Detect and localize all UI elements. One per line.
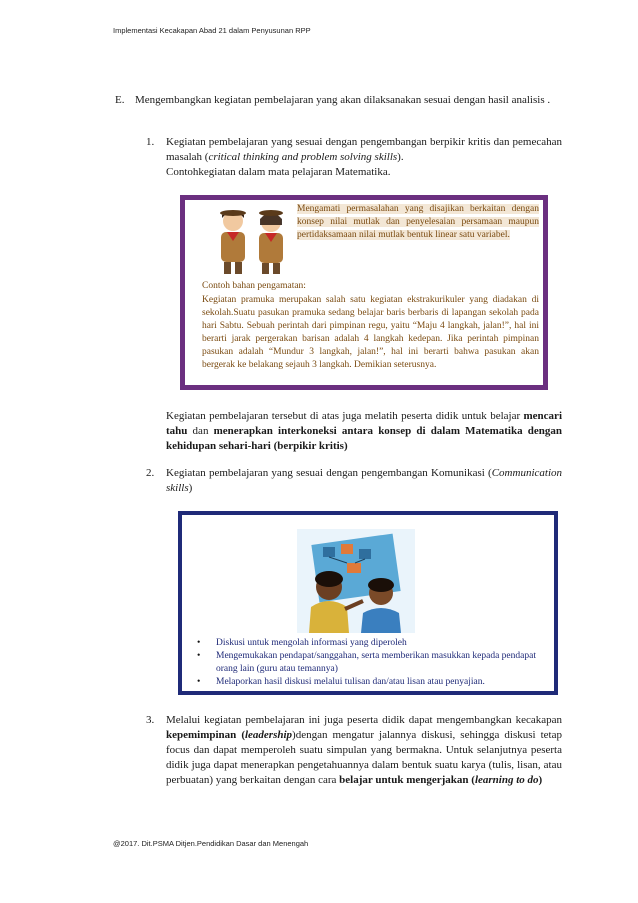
item-2-number: 2.	[146, 467, 155, 479]
students-discussion-illustration	[297, 529, 415, 633]
item-3-learning-italic: learning to do	[474, 774, 539, 786]
item-3-text-2: )dengan mengatur jalannya diskusi, sehingga diskusi tetap focus dan dapat memperoleh suatu simpulan yang bermakna. Untuk selanjutnya peserta didik juga dapat menerapkan pengetahuannya dalam bentuk suatu karya (tulis, lisan, atau perbuatan) yang berkaitan dengan cara	[166, 729, 562, 786]
item-3	[146, 713, 562, 788]
page-header: Implementasi Kecakapan Abad 21 dalam Penyusunan RPP	[113, 26, 311, 35]
item-2-text-end: )	[188, 482, 193, 494]
example-body: Kegiatan pramuka merupakan salah satu kegiatan ekstrakurikuler yang diadakan di sekolah.Suatu pasukan pramuka sedang belajar baris berbaris di lapangan sekolah pada hari Sabtu. Sebuah perintah dari pimpinan regu, yaitu “Maju 4 langkah, jalan!”, hal ini berarti jarak pergerakan barisan adalah 4 langkah kedepan. Jika perintah pimpinan pasukan adalah “Mundur 3 langkah, jalan!”, hal ini berarti bahwa pasukan akan bergerak ke belakang sejauh 3 langkah. Demikian seterusnya.	[202, 295, 539, 370]
item-1-reflection	[166, 409, 562, 454]
item-2	[146, 466, 562, 496]
communication-box	[178, 511, 558, 695]
item-3-leadership-italic: leadership	[244, 729, 293, 741]
list-item	[194, 650, 544, 676]
item-2-text: Kegiatan pembelajaran yang sesuai dengan pengembangan Komunikasi (	[166, 467, 492, 479]
page-footer: @2017. Dit.PSMA Ditjen.Pendidikan Dasar dan Menengah	[113, 839, 309, 848]
item-2-italic: Communication skills	[166, 467, 562, 494]
item-1-number: 1.	[146, 136, 155, 148]
item-3-number: 3.	[146, 714, 155, 726]
bullet-text: Diskusi untuk mengolah informasi yang diperoleh	[216, 638, 407, 648]
section-e-text: Mengembangkan kegiatan pembelajaran yang akan dilaksanakan sesuai dengan hasil analisis .	[135, 94, 551, 106]
scout-children-illustration	[211, 205, 297, 275]
item-1-heading	[166, 135, 562, 165]
item-3-text: Melalui kegiatan pembelajaran ini juga peserta didik dapat mengembangkan kecakapan	[166, 714, 562, 726]
list-item	[194, 676, 544, 689]
item-1-text: Kegiatan pembelajaran yang sesuai dengan pengembangan berpikir kritis dan pemecahan masalah (	[166, 136, 562, 163]
reflection-bold-1: mencari tahu	[166, 410, 562, 437]
item-1-text-end: ).	[397, 151, 404, 163]
bullet-text: Melaporkan hasil diskusi melalui tulisan dan/atau lisan atau penyajian.	[216, 677, 485, 687]
reflection-text: Kegiatan pembelajaran tersebut di atas juga melatih peserta didik untuk belajar	[166, 410, 524, 422]
list-item	[194, 637, 544, 650]
reflection-bold-2: menerapkan interkoneksi antara konsep di dalam Matematika dengan kehidupan sehari-hari (berpikir kritis)	[166, 425, 562, 452]
communication-bullets	[194, 637, 544, 689]
bullet-text: Mengemukakan pendapat/sanggahan, serta memberikan masukkan kepada pendapat orang lain (guru atau temannya)	[216, 651, 536, 674]
item-1	[146, 135, 562, 180]
bullet-icon	[197, 650, 200, 663]
observation-highlight: Mengamati permasalahan yang disajikan berkaitan dengan konsep nilai mutlak dan penyelesaian persamaan maupun pertidaksamaan nilai mutlak bentuk linear satu variabel.	[297, 204, 539, 240]
item-1-italic: critical thinking and problem solving skills	[208, 151, 398, 163]
item-3-bold-learning: belajar untuk mengerjakan (	[339, 774, 475, 786]
item-3-bold-leadership: kepemimpinan	[166, 729, 237, 741]
bullet-icon	[197, 676, 200, 689]
section-e-label: E.	[115, 94, 125, 106]
item-3-paren-open: (	[236, 729, 245, 741]
observation-box	[180, 195, 548, 390]
observation-text	[297, 203, 539, 242]
item-3-paren-close: )	[538, 774, 543, 786]
example-title: Contoh bahan pengamatan:	[202, 281, 306, 291]
reflection-and: dan	[187, 425, 214, 437]
item-1-subheading: Contohkegiatan dalam mata pelajaran Matematika.	[166, 166, 391, 178]
bullet-icon	[197, 637, 200, 650]
section-e	[115, 93, 562, 108]
